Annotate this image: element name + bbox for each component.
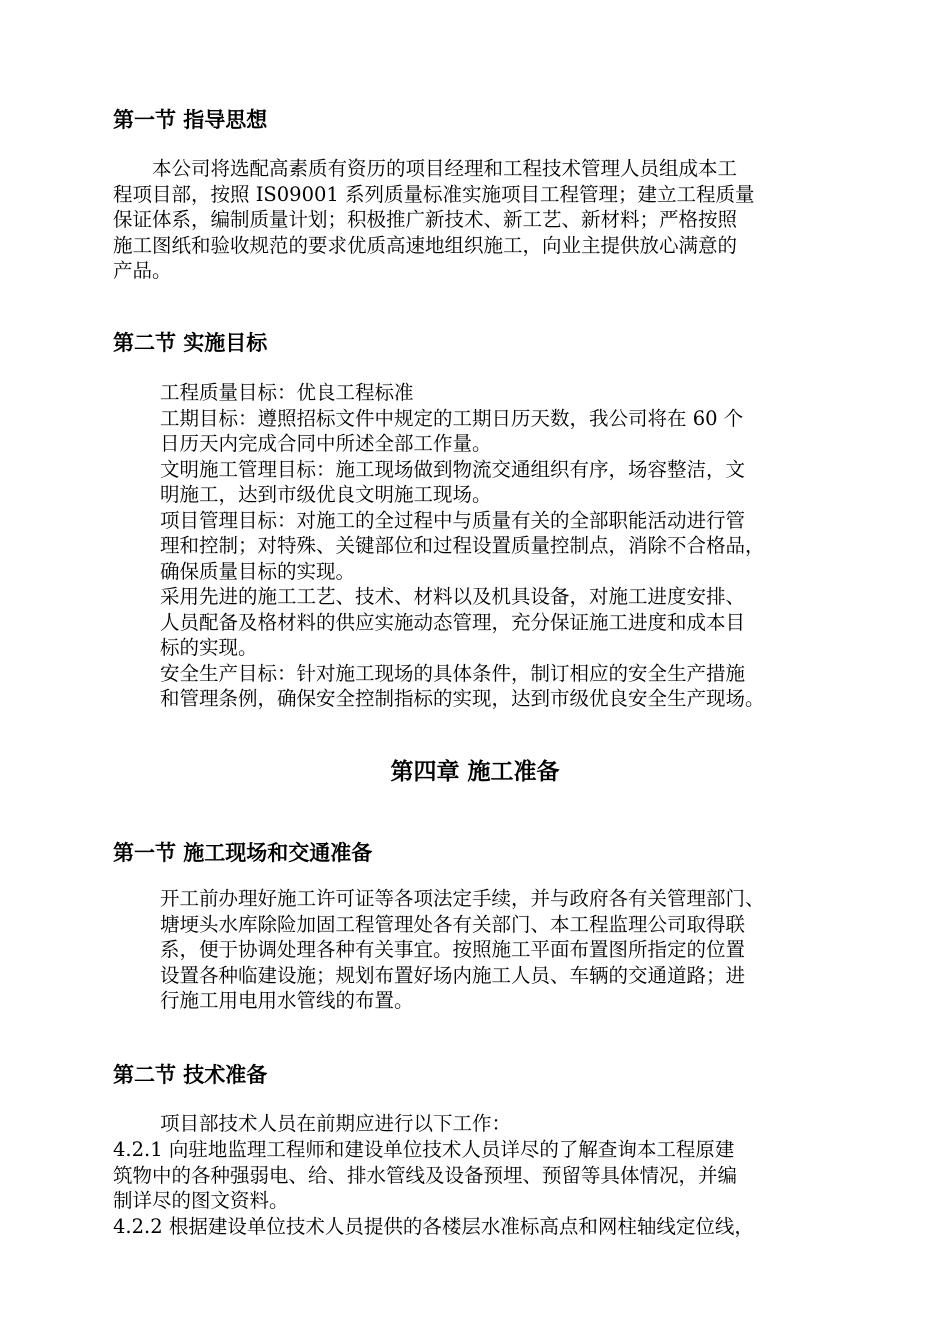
text-line: 筑物中的各种强弱电、给、排水管线及设备预埋、预留等具体情况，并编: [113, 1163, 738, 1187]
text-line: 人员配备及格材料的供应实施动态管理，充分保证施工进度和成本目: [160, 610, 746, 634]
objective-safety: [160, 661, 850, 712]
objective-project-management: [160, 508, 850, 585]
text-line: 明施工，达到市级优良文明施工现场。: [160, 483, 492, 506]
text-line: 工程质量目标：优良工程标准: [160, 381, 414, 404]
text-line: 施工图纸和验收规范的要求优质高速地组织施工，向业主提供放心满意的: [113, 233, 738, 257]
text-line: 本公司将选配高素质有资历的项目经理和工程技术管理人员组成本工: [113, 157, 738, 180]
objectives-list: [160, 380, 850, 712]
text-line: 日历天内完成合同中所述全部工作量。: [160, 432, 492, 455]
section-heading-technical-preparation: 第二节 技术准备: [113, 1063, 268, 1087]
technical-preparation-intro: [160, 1111, 850, 1137]
text-line: 项目管理目标：对施工的全过程中与质量有关的全部职能活动进行管: [160, 508, 746, 532]
text-line: 保证体系，编制质量计划；积极推广新技术、新工艺、新材料；严格按照: [113, 208, 738, 231]
objective-advanced-technology: [160, 584, 850, 661]
text-line: 和管理条例，确保安全控制指标的实现，达到市级优良安全生产现场。: [160, 687, 765, 710]
text-line: 4.2.2 根据建设单位技术人员提供的各楼层水准标高点和网柱轴线定位线，: [113, 1214, 754, 1238]
objective-civilized-construction: [160, 457, 850, 508]
text-line: 工期目标：遵照招标文件中规定的工期日历天数，我公司将在 60 个: [160, 406, 744, 430]
text-line: 标的实现。: [160, 636, 258, 659]
technical-preparation-items: [113, 1137, 843, 1239]
text-line: 系，便于协调处理各种有关事宜。按照施工平面布置图所指定的位置: [160, 938, 746, 961]
section-body-guiding-ideology: [113, 156, 843, 284]
text-line: 4.2.1 向驻地监理工程师和建设单位技术人员详尽的了解查询本工程原建: [113, 1138, 735, 1161]
text-line: 确保质量目标的实现。: [160, 559, 356, 583]
text-line: 采用先进的施工工艺、技术、材料以及机具设备，对施工进度安排、: [160, 585, 746, 608]
text-line: 安全生产目标：针对施工现场的具体条件，制订相应的安全生产措施: [160, 661, 746, 685]
section-heading-site-and-traffic: 第一节 施工现场和交通准备: [113, 841, 373, 865]
text-line: 项目部技术人员在前期应进行以下工作：: [160, 1112, 512, 1135]
text-line: 理和控制；对特殊、关键部位和过程设置质量控制点，消除不合格品，: [160, 534, 765, 557]
objective-schedule: [160, 406, 850, 457]
text-line: 行施工用电用水管线的布置。: [160, 989, 414, 1012]
text-line: 设置各种临建设施；规划布置好场内施工人员、车辆的交通道路；进: [160, 963, 746, 987]
text-line: 开工前办理好施工许可证等各项法定手续，并与政府各有关管理部门、: [160, 887, 765, 910]
chapter-heading-construction-preparation: 第四章 施工准备: [390, 759, 560, 785]
section-heading-objectives: 第二节 实施目标: [113, 331, 268, 355]
text-line: 产品。: [113, 259, 172, 282]
text-line: 程项目部，按照 IS09001 系列质量标准实施项目工程管理；建立工程质量: [113, 182, 755, 206]
text-line: 制详尽的图文资料。: [113, 1189, 289, 1212]
text-line: 文明施工管理目标：施工现场做到物流交通组织有序，场容整洁，文: [160, 457, 746, 481]
text-line: 塘埂头水库除险加固工程管理处各有关部门、本工程监理公司取得联: [160, 912, 746, 936]
objective-quality: [160, 380, 850, 406]
section-heading-guiding-ideology: 第一节 指导思想: [113, 108, 268, 132]
section-body-site-and-traffic: [160, 886, 850, 1014]
